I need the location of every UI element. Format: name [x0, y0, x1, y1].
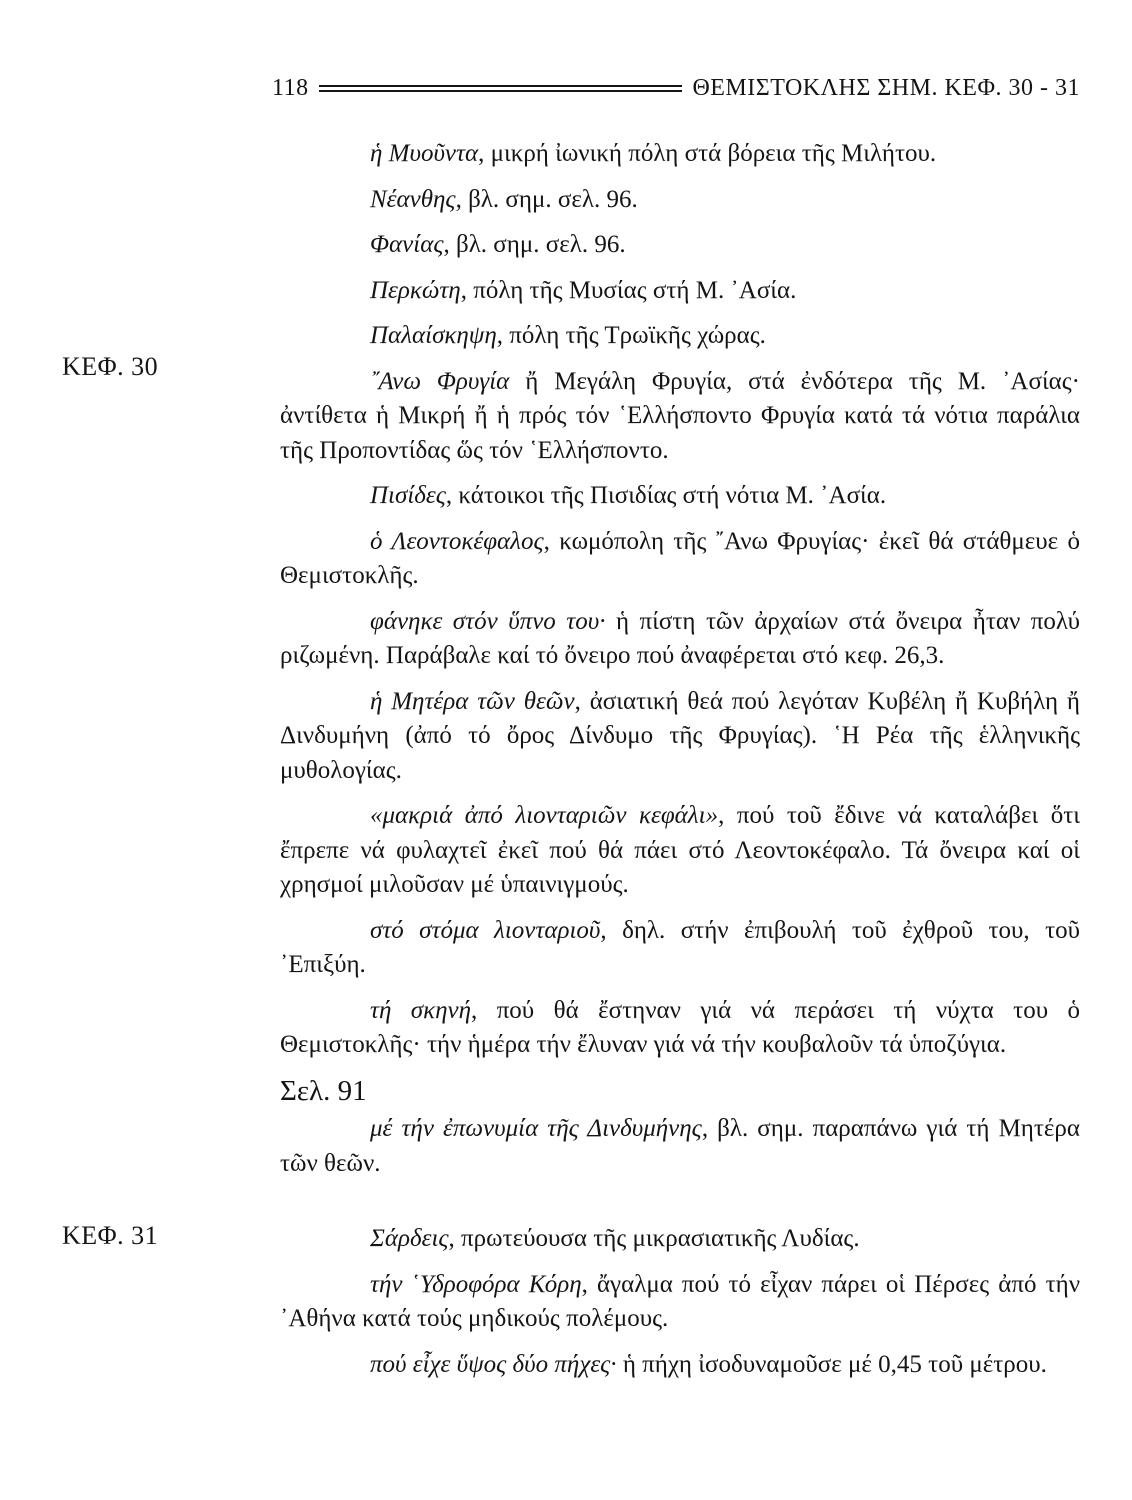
note-text: , πού τοῦ ἔδινε νά καταλάβει ὅτι ἔπρεπε νά φυλαχτεῖ ἐκεῖ πού θά πάει στό Λεοντοκέφαλο. Τά ὄνειρα καί οἱ χρησμοί μιλοῦσαν μέ ὑπαινιγμούς. — [280, 802, 1080, 898]
note-term: μέ τήν ἐπωνυμία τῆς Δινδυμήνης — [370, 1115, 702, 1142]
note-text: , βλ. σημ. σελ. 96. — [455, 185, 638, 213]
note-text: , βλ. σημ. σελ. 96. — [443, 231, 626, 258]
note-text: , πόλη τῆς Τρωϊκῆς χώρας. — [496, 322, 766, 349]
note-term: ἡ Μητέρα τῶν θεῶν — [370, 687, 575, 715]
note-text: , πού θά ἔστηναν γιά νά περάσει τή νύχτα του ὁ Θεμιστοκλῆς· τήν ἡμέρα τήν ἔλυναν γιά νά τήν κουβαλοῦν τά ὑποζύγια. — [280, 996, 1080, 1058]
note-entry — [280, 319, 1080, 354]
note-entry — [280, 525, 1080, 594]
page-number: 118 — [272, 74, 309, 101]
note-term: ῎Ανω Φρυγία — [370, 367, 510, 395]
note-entry — [280, 685, 1080, 789]
note-entry — [280, 365, 1080, 469]
section-heading: Σελ. 91 — [280, 1074, 367, 1107]
note-term: πού εἶχε ὕψος δύο πήχες· — [370, 1350, 617, 1378]
note-entry — [280, 479, 1080, 514]
note-text: , πρωτεύουσα τῆς μικρασιατικῆς Λυδίας. — [448, 1225, 860, 1252]
note-term: στό στόμα λιονταριοῦ — [370, 916, 601, 944]
note-text: , πόλη τῆς Μυσίας στή Μ. ᾿Ασία. — [460, 276, 797, 304]
note-term: ἡ Μυοῦντα — [370, 140, 479, 167]
running-title: ΘΕΜΙΣΤΟΚΛΗΣ ΣΗΜ. ΚΕΦ. 30 - 31 — [692, 74, 1080, 101]
note-entry — [280, 183, 1080, 218]
note-entry — [280, 605, 1080, 674]
note-term: τήν ῾Υδροφόρα Κόρη — [370, 1270, 582, 1298]
note-term: Φανίας — [370, 231, 444, 258]
note-text: ἡ πίστη τῶν ἀρχαίων στά ὄνειρα ἦταν πολύ ριζωμένη. Παράβαλε καί τό ὄνειρο πού ἀναφέρεται στό κεφ. 26,3. — [280, 607, 1080, 669]
note-term: ὁ Λεοντοκέφαλος — [370, 527, 544, 555]
note-term: Πισίδες — [370, 482, 446, 509]
note-entry — [280, 1222, 1080, 1257]
note-entry — [280, 274, 1080, 309]
note-text: , δηλ. στήν ἐπιβουλή τοῦ ἐχθροῦ του, τοῦ ᾿Επιξύη. — [280, 916, 1080, 978]
note-text: ἡ πήχη ἰσοδυναμοῦσε μέ 0,45 τοῦ μέτρου. — [616, 1350, 1047, 1378]
note-term: τή σκηνή — [370, 996, 472, 1024]
note-text: , ἀσιατική θεά πού λεγόταν Κυβέλη ἤ Κυβήλη ἤ Δινδυμήνη (ἀπό τό ὄρος Δίνδυμο τῆς Φρυγίας). ῾Η Ρέα τῆς ἑλληνικῆς μυθολογίας. — [280, 687, 1080, 784]
note-entry — [280, 994, 1080, 1063]
note-term: «μακριά ἀπό λιονταριῶν κεφάλι» — [370, 802, 719, 829]
chapter-label-30: ΚΕΦ. 30 — [62, 352, 159, 381]
note-text: ἤ Μεγάλη Φρυγία, στά ἐνδότερα τῆς Μ. ᾿Ασίας· ἀντίθετα ἡ Μικρή ἤ ἡ πρός τόν ῾Ελλήσποντο Φρυγία κατά τά νότια παράλια τῆς Προποντίδας ὥς τόν ῾Ελλήσποντο. — [280, 367, 1081, 464]
page-header — [272, 70, 1080, 106]
notes-block-a — [280, 137, 1080, 1192]
note-text: , βλ. σημ. παραπάνω γιά τή Μητέρα τῶν θεῶν. — [280, 1115, 1080, 1177]
note-entry — [280, 228, 1080, 263]
note-term: φάνηκε στόν ὕπνο του· — [370, 607, 606, 635]
note-term: Παλαίσκηψη — [370, 322, 497, 349]
note-entry — [280, 137, 1080, 172]
note-text: , μικρή ἰωνική πόλη στά βόρεια τῆς Μιλήτου. — [478, 140, 937, 167]
note-text: , κάτοικοι τῆς Πισιδίας στή νότια Μ. ᾿Ασία. — [445, 482, 887, 509]
chapter-label-31: ΚΕΦ. 31 — [62, 1221, 159, 1250]
note-text: , ἄγαλμα πού τό εἶχαν πάρει οἱ Πέρσες ἀπό τήν ᾿Αθήνα κατά τούς μηδικούς πολέμους. — [280, 1270, 1080, 1332]
note-term: Περκώτη — [370, 276, 461, 304]
note-text: , κωμόπολη τῆς ῎Ανω Φρυγίας· ἐκεῖ θά στάθμευε ὁ Θεμιστοκλῆς. — [280, 527, 1080, 589]
note-term: Νέανθης — [370, 185, 456, 213]
note-entry — [280, 1348, 1080, 1383]
note-entry — [280, 1112, 1080, 1181]
notes-block-c — [280, 1222, 1080, 1393]
header-double-rule — [319, 85, 683, 92]
note-entry — [280, 914, 1080, 983]
note-entry — [280, 1268, 1080, 1337]
note-entry — [280, 799, 1080, 903]
note-term: Σάρδεις — [370, 1225, 449, 1252]
